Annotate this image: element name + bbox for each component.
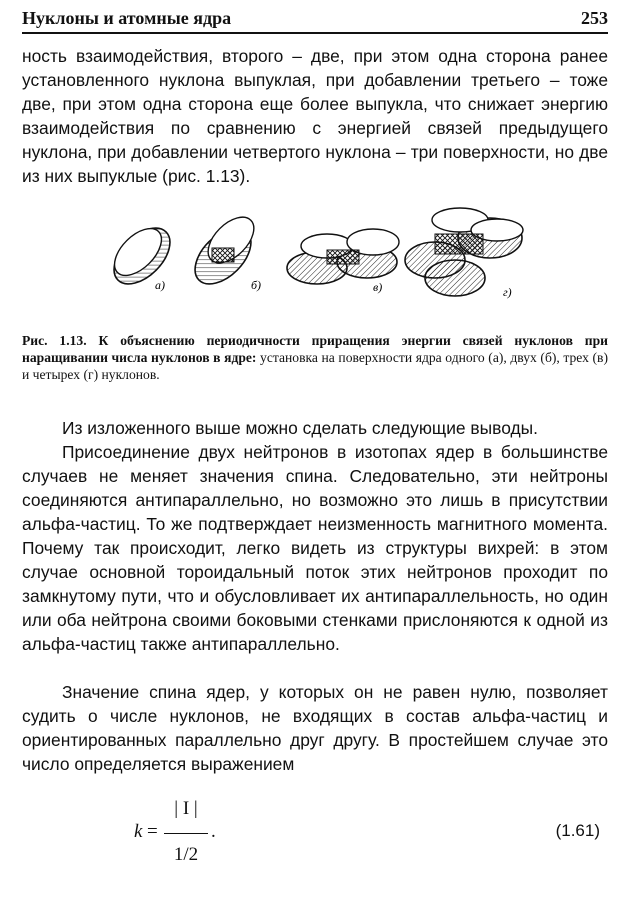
page-header: [22, 4, 608, 34]
paragraph-3: Присоединение двух нейтронов в изотопах ядер в большинстве случаев не меняет значения спина. Следовательно, эти нейтроны соединяются антипараллельно, но возможно это лишь в присутствии альфа-частиц. То же подтверждает неизменность магнитного момента. Почему так происходит, легко видеть из структуры вихрей: в этом случае основной тороидальный поток этих нейтронов проходит по замкнутому пути, что и обусловливает их антипараллельность, но один или оба нейтрона своими боковыми стенками прислоняются к одной из альфа-частиц также антипараллельно.: [22, 442, 608, 654]
figure-label-c: в): [373, 280, 383, 294]
page-number: 253: [581, 8, 608, 28]
caption-text: установка на поверхности ядра одного (а), двух (б), трех (в) и четырех (г) нуклонов.: [22, 350, 608, 382]
paragraph-1: ность взаимодействия, второго – две, при этом одна сторона ранее установленного нуклона выпуклая, при добавлении третьего – тоже две, при этом одна сторона еще более выпукла, что снижает энергию взаимодействия по сравнению с энергией связей предыдущего нуклона, при добавлении четвертого нуклона – три поверхности, но две из них выпуклые (рис. 1.13).: [22, 46, 608, 186]
figure-nucleons: [105, 198, 525, 310]
figure-part-a: [105, 218, 180, 294]
paragraph-4: Значение спина ядер, у которых он не равен нулю, позволяет судить о числе нуклонов, не входящих в состав альфа-частиц и ориентированных параллельно друг другу. В простейшем случае это число определяется выражением: [22, 682, 608, 774]
figure-label-b: б): [251, 278, 262, 292]
formula-equals: =: [147, 821, 158, 842]
formula-denominator: 1/2: [173, 844, 199, 865]
paragraph-2: Из изложенного выше можно сделать следующие выводы.: [62, 418, 538, 438]
running-title: Нуклоны и атомные ядра: [22, 8, 232, 28]
formula-numerator: | I |: [174, 798, 198, 819]
formula-period: .: [211, 821, 216, 842]
equation-number: (1.61): [555, 821, 600, 840]
figure-label-a: а): [155, 278, 165, 292]
figure-part-d: [405, 208, 523, 296]
formula-1-61: [0, 790, 630, 870]
fraction-bar: [164, 833, 208, 834]
caption-bold: Рис. 1.13. К объяснению периодичности приращения энергии связей нуклонов при наращивании числа нуклонов в ядре:: [22, 333, 608, 365]
figure-caption: [22, 332, 608, 383]
figure-label-d: г): [503, 285, 512, 299]
formula-lhs: k: [134, 821, 143, 842]
figure-part-c: [287, 229, 399, 284]
